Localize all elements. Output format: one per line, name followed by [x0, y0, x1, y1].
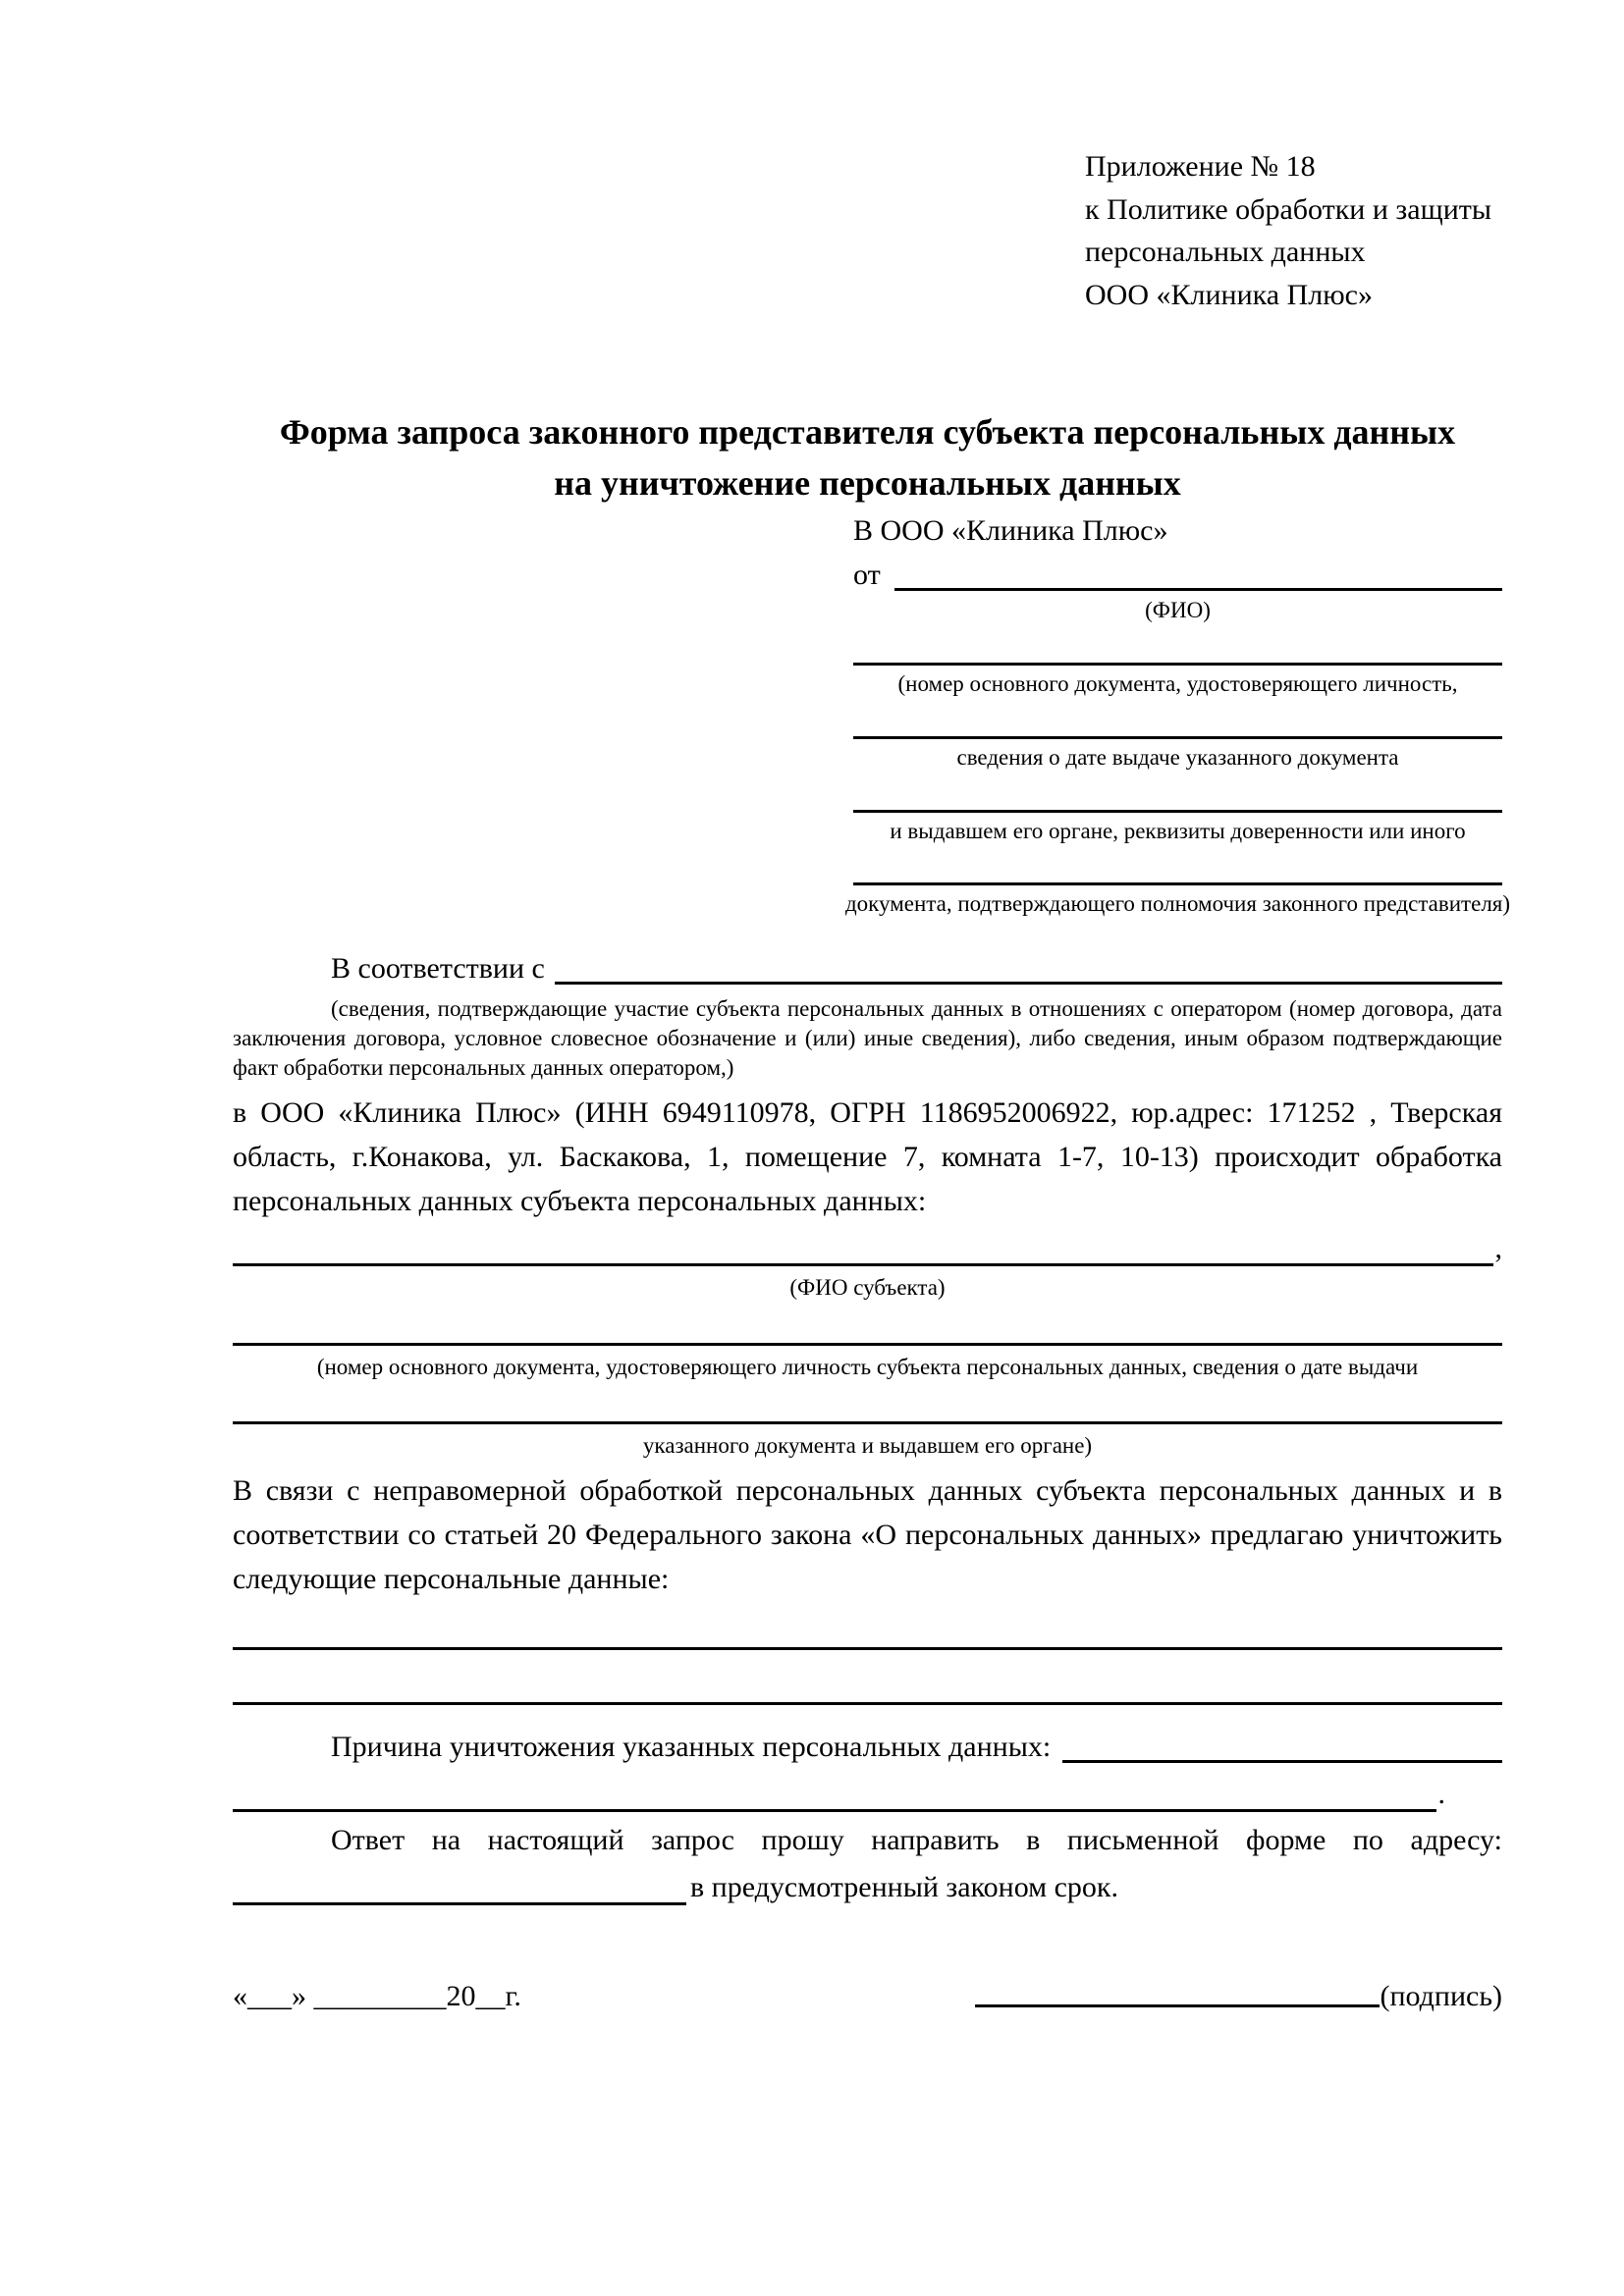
- fill-line: [233, 1702, 1502, 1705]
- appendix-line-1: Приложение № 18: [1085, 150, 1316, 183]
- from-row: [853, 553, 1502, 597]
- operator-paragraph: в ООО «Клиника Плюс» (ИНН 6949110978, ОГРН 1186952006922, юр.адрес: 171252 , Тверская область, г.Конакова, ул. Баскакова, 1, помещение 7, комната 1-7, 10-13) происходит обработка персональных данных субъекта персональных данных:: [233, 1095, 1502, 1217]
- accordance-label: В соответствии с: [331, 952, 545, 986]
- accordance-row: [233, 946, 1502, 990]
- subject-fio-fill-line: [233, 1263, 1493, 1266]
- appendix-line-4: ООО «Клиника Плюс»: [1085, 278, 1373, 311]
- subject-doc-row-2: [233, 1381, 1502, 1428]
- signature-group: [975, 1980, 1502, 2013]
- from-fill-line: [894, 588, 1502, 591]
- representative-doc-caption-1: (номер основного документа, удостоверяющего личность,: [897, 671, 1458, 697]
- reason-continuation-fill-line: [233, 1809, 1436, 1812]
- reply-address-fill-line: [233, 1902, 686, 1905]
- subject-doc-caption-2: указанного документа и выдавшем его органе): [642, 1433, 1093, 1459]
- data-to-destroy-fill-line-1: [233, 1601, 1502, 1656]
- footer-row: [233, 1980, 1502, 2013]
- accordance-fill-line: [555, 982, 1502, 985]
- addressee-organization: В ООО «Клиника Плюс»: [853, 514, 1168, 548]
- reply-suffix: в предусмотренный законом срок.: [690, 1871, 1118, 1904]
- representative-doc-group-1: [853, 663, 1502, 699]
- subject-fio-trailing-comma: ,: [1494, 1231, 1502, 1264]
- subject-fio-row: [233, 1223, 1502, 1270]
- reason-fill-line: [1062, 1760, 1502, 1763]
- reason-trailing-period: .: [1437, 1778, 1445, 1811]
- reply-address-row: [233, 1862, 1502, 1909]
- representative-doc-group-4: [844, 882, 1511, 919]
- body-block: [233, 946, 1502, 1909]
- subject-doc-row-1: [233, 1303, 1502, 1350]
- representative-doc-group-2: [853, 736, 1502, 773]
- reason-label: Причина уничтожения указанных персональных данных:: [331, 1731, 1052, 1764]
- reply-paragraph: Ответ на настоящий запрос прошу направить в письменной форме по адресу:: [331, 1824, 1502, 1857]
- fio-caption: (ФИО): [1145, 598, 1211, 623]
- subject-doc-fill-line-2: [233, 1421, 1502, 1424]
- accordance-note: (сведения, подтверждающие участие субъекта персональных данных в отношениях с оператором (номер договора, дата заключения договора, условное словесное обозначение и (или) иные сведения), либо сведения, иным образом подтверждающие факт обработки персональных данных оператором,): [233, 996, 1502, 1080]
- representative-doc-caption-2: сведения о дате выдаче указанного документа: [956, 744, 1399, 770]
- signature-caption: (подпись): [1380, 1980, 1502, 2013]
- addressee-block: [844, 508, 1511, 919]
- subject-fio-caption: (ФИО субъекта): [789, 1274, 946, 1300]
- document-title: [233, 406, 1502, 508]
- signature-fill-line: [975, 2004, 1380, 2007]
- appendix-line-3: персональных данных: [1085, 236, 1366, 268]
- document-title-line-2: на уничтожение персональных данных: [554, 463, 1181, 504]
- reason-continuation-row: [233, 1769, 1445, 1816]
- subject-doc-fill-line-1: [233, 1343, 1502, 1346]
- data-to-destroy-fill-line-2: [233, 1656, 1502, 1711]
- from-label: от: [853, 559, 881, 592]
- representative-doc-caption-4: документа, подтверждающего полномочия законного представителя): [844, 891, 1511, 917]
- appendix-block: [1085, 145, 1502, 316]
- appendix-line-2: к Политике обработки и защиты: [1085, 192, 1492, 226]
- subject-doc-caption-1: (номер основного документа, удостоверяющего личность субъекта персональных данных, сведения о дате выдачи: [316, 1354, 1419, 1379]
- document-title-line-1: Форма запроса законного представителя субъекта персональных данных: [279, 412, 1456, 452]
- reason-row: [233, 1725, 1502, 1769]
- fill-line: [233, 1647, 1502, 1650]
- representative-doc-caption-3: и выдавшем его органе, реквизиты доверенности или иного: [890, 818, 1466, 843]
- demand-paragraph: В связи с неправомерной обработкой персональных данных субъекта персональных данных и в соответствии со статьей 20 Федерального закона «О персональных данных» предлагаю уничтожить следующие персональные данные:: [233, 1474, 1502, 1596]
- date-line: «___» _________20__г.: [233, 1980, 521, 2013]
- representative-doc-group-3: [853, 810, 1502, 846]
